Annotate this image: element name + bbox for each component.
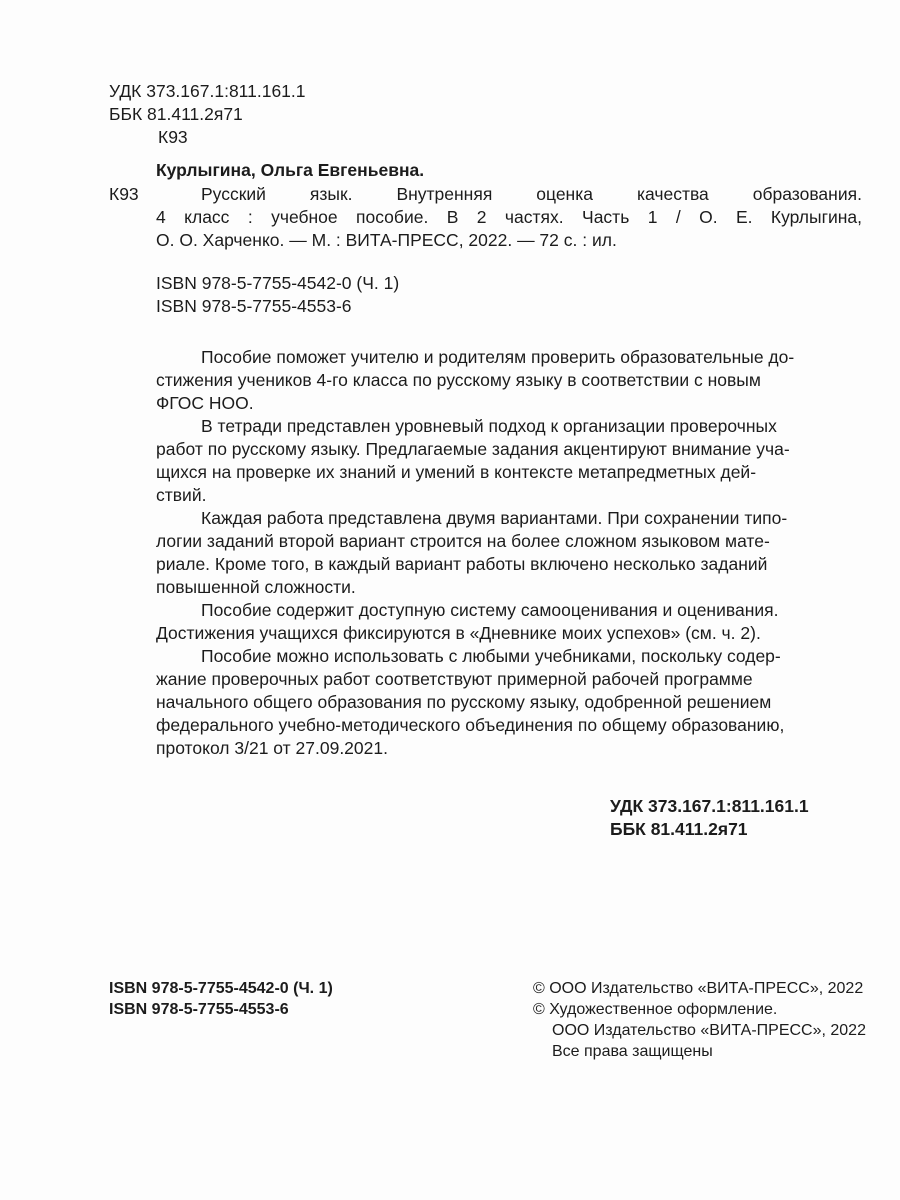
word: образования. [752, 184, 862, 204]
annotation-line: Каждая работа представлена двумя вариантами. При сохранении типо- [201, 508, 788, 528]
word: Часть [582, 207, 630, 227]
bibliography-line-text [156, 206, 862, 228]
footer-udk-code: УДК 373.167.1:811.161.1 [610, 796, 809, 816]
annotation-line: Достижения учащихся фиксируются в «Дневнике моих успехов» (см. ч. 2). [156, 623, 761, 643]
word: пособие. [356, 207, 429, 227]
annotation-line: В тетради представлен уровневый подход к организации проверочных [201, 416, 777, 436]
footer-bbk-code: ББК 81.411.2я71 [610, 819, 748, 839]
bibliography-line [156, 206, 862, 228]
bibliography-line [201, 183, 862, 205]
word: оценка [536, 184, 593, 204]
bibliography-line: О. О. Харченко. — М. : ВИТА-ПРЕСС, 2022. — 72 с. : ил. [156, 230, 617, 250]
word: класс [184, 207, 230, 227]
annotation-line: протокол 3/21 от 27.09.2021. [156, 738, 388, 758]
word: 2 [476, 207, 487, 227]
annotation-line: Пособие можно использовать с любыми учебниками, поскольку содер- [201, 646, 781, 666]
annotation-line: щихся на проверке их знаний и умений в контексте метапредметных дей- [156, 462, 757, 482]
word: учебное [271, 207, 338, 227]
bbk-code: ББК 81.411.2я71 [109, 104, 243, 124]
footer-isbn-line: ISBN 978-5-7755-4553-6 [109, 1001, 289, 1018]
copyright-line: © ООО Издательство «ВИТА-ПРЕСС», 2022 [533, 980, 864, 997]
bibliography-mark: К93 [109, 184, 139, 204]
annotation-line: Пособие поможет учителю и родителям проверить образовательные до- [201, 347, 795, 367]
word: Е. [735, 207, 753, 227]
bibliography-line-text [201, 183, 862, 205]
isbn-line: ISBN 978-5-7755-4542-0 (Ч. 1) [156, 273, 400, 293]
footer-isbn-line: ISBN 978-5-7755-4542-0 (Ч. 1) [109, 980, 333, 997]
word: частях. [504, 207, 564, 227]
annotation-line: Пособие содержит доступную систему самооценивания и оценивания. [201, 600, 779, 620]
copyright-line: Все права защищены [552, 1043, 713, 1060]
annotation-line: ФГОС НОО. [156, 393, 254, 413]
word: Внутренняя [396, 184, 493, 204]
word: В [446, 207, 459, 227]
annotation-line: работ по русскому языку. Предлагаемые задания акцентируют внимание уча- [156, 439, 790, 459]
author-heading: Курлыгина, Ольга Евгеньевна. [156, 160, 425, 180]
annotation-line: начального общего образования по русскому языку, одобренной решением [156, 692, 772, 712]
word: 4 [156, 207, 166, 227]
annotation-line: жание проверочных работ соответствуют примерной рабочей программе [156, 669, 753, 689]
annotation-line: ствий. [156, 485, 207, 505]
author-mark: К93 [158, 127, 188, 147]
word: : [247, 207, 253, 227]
annotation-line: логии заданий второй вариант строится на более сложном языковом мате- [156, 531, 770, 551]
word: качества [636, 184, 709, 204]
annotation-line: повышенной сложности. [156, 577, 356, 597]
annotation-line: стижения учеников 4-го класса по русскому языку в соответствии с новым [156, 370, 761, 390]
annotation-line: риале. Кроме того, в каждый вариант работы включено несколько заданий [156, 554, 768, 574]
word: Курлыгина, [770, 207, 862, 227]
word: язык. [309, 184, 353, 204]
word: Русский [201, 184, 266, 204]
word: / [675, 207, 681, 227]
udk-code: УДК 373.167.1:811.161.1 [109, 81, 306, 101]
word: О. [699, 207, 718, 227]
copyright-line: © Художественное оформление. [533, 1001, 778, 1018]
annotation-line: федерального учебно-методического объединения по общему образованию, [156, 715, 785, 735]
isbn-line: ISBN 978-5-7755-4553-6 [156, 296, 352, 316]
copyright-line: ООО Издательство «ВИТА-ПРЕСС», 2022 [552, 1022, 866, 1039]
word: 1 [647, 207, 658, 227]
